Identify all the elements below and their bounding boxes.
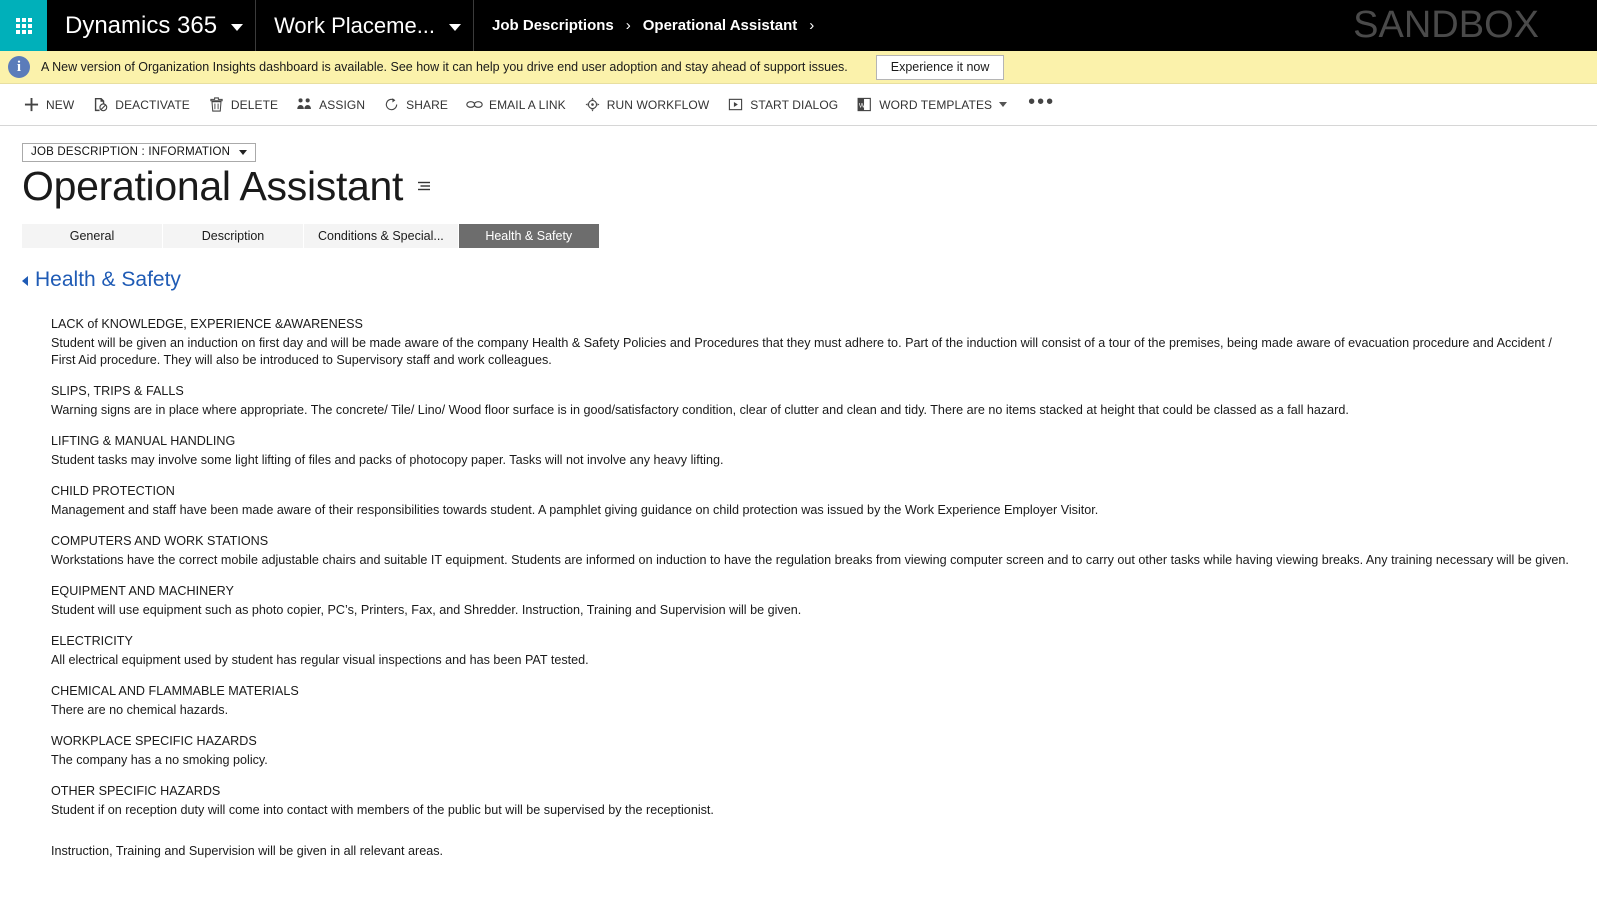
delete-button[interactable] <box>199 84 287 126</box>
hazard-block <box>51 733 1571 769</box>
workflow-icon <box>584 96 601 113</box>
environment-watermark: SANDBOX <box>1353 4 1539 46</box>
page-title: Operational Assistant <box>22 163 404 209</box>
chevron-down-icon[interactable] <box>449 24 461 31</box>
hazard-body: Workstations have the correct mobile adjustable chairs and suitable IT equipment. Students are informed on induction to have the regulation breaks from viewing computer screen and to carry out other tasks while having viewing breaks. Any training necessary will be given. <box>51 552 1569 567</box>
notification-bar <box>0 51 1597 84</box>
closing-note: Instruction, Training and Supervision will be given in all relevant areas. <box>51 843 444 858</box>
chevron-down-icon[interactable] <box>231 24 243 31</box>
health-and-safety-content <box>51 316 1571 860</box>
trash-icon <box>208 96 225 113</box>
waffle-grid-icon <box>16 18 32 34</box>
email-a-link-button-label: EMAIL A LINK <box>488 97 566 112</box>
hazard-body: There are no chemical hazards. <box>51 702 229 717</box>
hazard-block <box>51 433 1571 469</box>
hazard-body: All electrical equipment used by student has regular visual inspections and has been PAT tested. <box>51 652 589 667</box>
deactivate-button-label: DEACTIVATE <box>115 97 190 112</box>
hazard-body: Student tasks may involve some light lifting of files and packs of photocopy paper. Tasks will not involve any heavy lifting. <box>51 452 724 467</box>
hazard-heading: COMPUTERS AND WORK STATIONS <box>51 533 269 548</box>
new-button[interactable] <box>14 84 83 126</box>
start-dialog-button-label: START DIALOG <box>750 97 839 112</box>
hazard-block <box>51 683 1571 719</box>
hazard-block <box>51 783 1571 819</box>
experience-it-now-button[interactable]: Experience it now <box>876 55 1005 80</box>
hazard-block <box>51 533 1571 569</box>
record-title-row <box>22 164 1597 210</box>
section-title: Health & Safety <box>35 267 181 291</box>
email-a-link-button[interactable] <box>457 84 575 126</box>
start-dialog-button[interactable] <box>718 84 847 126</box>
word-icon <box>856 96 873 113</box>
hazard-heading: CHEMICAL AND FLAMMABLE MATERIALS <box>51 683 299 698</box>
tab-health-and-safety[interactable] <box>459 224 599 248</box>
hazard-body: The company has a no smoking policy. <box>51 752 268 767</box>
hazard-body: Student will use equipment such as photo copier, PC’s, Printers, Fax, and Shredder. Instruction, Training and Supervision will be given. <box>51 602 802 617</box>
breadcrumb-item-entity[interactable]: Job Descriptions <box>492 17 614 34</box>
tab-conditions-label: Conditions & Special... <box>318 228 444 243</box>
collapse-triangle-icon[interactable] <box>22 276 28 286</box>
new-button-label: NEW <box>46 97 75 112</box>
breadcrumb-separator-icon[interactable]: › <box>809 17 815 34</box>
hazard-heading: LIFTING & MANUAL HANDLING <box>51 433 236 448</box>
form-selector[interactable] <box>22 143 256 162</box>
delete-button-label: DELETE <box>230 97 279 112</box>
command-bar <box>0 84 1597 126</box>
hazard-heading: EQUIPMENT AND MACHINERY <box>51 583 234 598</box>
form-tab-bar <box>22 224 1597 248</box>
deactivate-button[interactable] <box>83 84 199 126</box>
hazard-heading: CHILD PROTECTION <box>51 483 175 498</box>
word-templates-button[interactable] <box>847 84 1016 126</box>
share-button[interactable] <box>374 84 457 126</box>
hazard-body: Warning signs are in place where appropriate. The concrete/ Tile/ Lino/ Wood floor surface is in good/satisfactory condition, clear of clutter and clean and tidy. There are no items stacked at height that could be classed as a fall hazard. <box>51 402 1349 417</box>
info-icon[interactable]: i <box>8 56 30 78</box>
hazard-block <box>51 483 1571 519</box>
section-header-health-and-safety[interactable] <box>22 268 1597 292</box>
link-icon <box>466 96 483 113</box>
assign-button-label: ASSIGN <box>319 97 366 112</box>
hazard-block <box>51 316 1571 369</box>
breadcrumb-separator-icon: › <box>625 17 631 34</box>
tab-description-label: Description <box>201 228 265 243</box>
share-icon <box>383 96 400 113</box>
hazard-block <box>51 383 1571 419</box>
share-button-label: SHARE <box>406 97 448 112</box>
hazard-block <box>51 633 1571 669</box>
chevron-down-icon[interactable] <box>239 150 247 155</box>
tab-conditions-and-special[interactable] <box>304 224 458 248</box>
dialog-icon <box>727 96 744 113</box>
run-workflow-button-label: RUN WORKFLOW <box>606 97 710 112</box>
hazard-body: Student will be given an induction on first day and will be made aware of the company Health & Safety Policies and Procedures that they must adhere to. Part of the induction will consist of a tour of the premises, being made aware of evacuation procedure and Accident / First Aid procedure. They will also be introduced to Supervisory staff and work colleagues. <box>51 335 1552 367</box>
breadcrumb <box>474 0 840 51</box>
app-selector[interactable] <box>256 0 474 51</box>
word-templates-button-label: WORD TEMPLATES <box>879 97 993 112</box>
hazard-heading: LACK of KNOWLEDGE, EXPERIENCE &AWARENESS <box>51 316 363 331</box>
form-selector-label: JOB DESCRIPTION : INFORMATION <box>31 146 231 158</box>
record-menu-icon[interactable] <box>415 178 433 199</box>
plus-icon <box>23 96 40 113</box>
brand-label: Dynamics 365 <box>65 11 218 39</box>
tab-general[interactable] <box>22 224 162 248</box>
top-navigation-bar <box>0 0 1597 51</box>
app-name-label: Work Placeme... <box>274 12 436 38</box>
breadcrumb-item-record[interactable]: Operational Assistant <box>642 17 798 34</box>
assign-icon <box>296 96 313 113</box>
hazard-heading: OTHER SPECIFIC HAZARDS <box>51 783 221 798</box>
hazard-heading: WORKPLACE SPECIFIC HAZARDS <box>51 733 257 748</box>
run-workflow-button[interactable] <box>575 84 719 126</box>
notification-message: A New version of Organization Insights dashboard is available. See how it can help you drive end user adoption and stay ahead of support issues. <box>41 60 848 74</box>
app-launcher-waffle-icon[interactable] <box>0 0 47 51</box>
hazard-heading: SLIPS, TRIPS & FALLS <box>51 383 184 398</box>
hazard-heading: ELECTRICITY <box>51 633 133 648</box>
command-bar-overflow-button[interactable]: ••• <box>1028 90 1056 113</box>
deactivate-icon <box>92 96 109 113</box>
assign-button[interactable] <box>287 84 374 126</box>
tab-description[interactable] <box>163 224 303 248</box>
record-title-area <box>0 126 1597 210</box>
tab-general-label: General <box>69 228 115 243</box>
svg-text:W: W <box>859 102 866 110</box>
hazard-block <box>51 583 1571 619</box>
hazard-body: Student if on reception duty will come into contact with members of the public but will be supervised by the receptionist. <box>51 802 714 817</box>
hazard-body: Management and staff have been made aware of their responsibilities towards student. A pamphlet giving guidance on child protection was issued by the Work Experience Employer Visitor. <box>51 502 1099 517</box>
chevron-down-icon[interactable] <box>999 102 1007 107</box>
brand-dynamics365[interactable] <box>47 0 256 51</box>
tab-health-and-safety-label: Health & Safety <box>485 228 573 243</box>
